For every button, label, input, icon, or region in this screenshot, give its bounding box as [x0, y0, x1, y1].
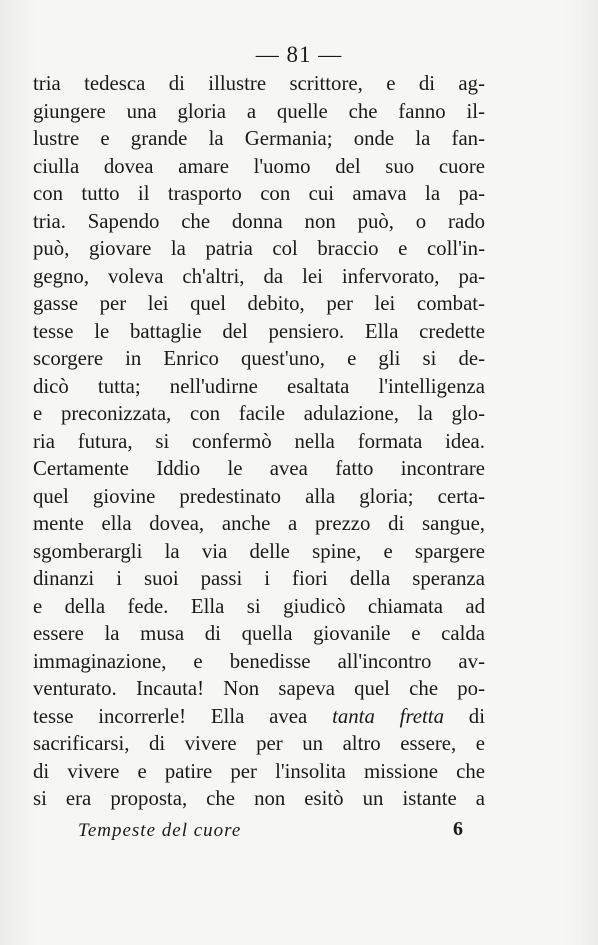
text-line: Certamente Iddio le avea fatto incontrare: [33, 457, 485, 480]
text-line: gegno, voleva ch'altri, da lei infervorato, pa-: [33, 264, 485, 288]
text-line: tesse le battaglie del pensiero. Ella credette: [33, 319, 485, 343]
text-line: dinanzi i suoi passi i fiori della speranza: [33, 567, 485, 590]
text-line: e della fede. Ella si giudicò chiamata ad: [33, 594, 485, 618]
page-number: — 81 —: [255, 42, 343, 67]
body-text: [33, 70, 485, 813]
text-line: sgomberargli la via delle spine, e spargere: [33, 539, 485, 563]
text-segment: di: [443, 704, 485, 728]
text-line: può, giovare la patria col braccio e coll'in-: [33, 237, 485, 260]
text-line: immaginazione, e benedisse all'incontro av-: [33, 649, 485, 673]
text-line: tria. Sapendo che donna non può, o rado: [33, 209, 485, 233]
text-line: e preconizzata, con facile adulazione, la glo-: [33, 402, 485, 425]
text-line: lustre e grande la Germania; onde la fan-: [33, 127, 485, 150]
text-segment: tesse incorrerle! Ella avea: [33, 704, 333, 728]
italic-phrase: tanta fretta: [332, 704, 444, 728]
text-line: tria tedesca di illustre scrittore, e di ag-: [33, 72, 485, 95]
text-line: gasse per lei quel debito, per lei combat-: [33, 292, 485, 315]
text-line: dicò tutta; nell'udirne esaltata l'intelligenza: [33, 374, 485, 398]
text-line: essere la musa di quella giovanile e calda: [33, 622, 485, 645]
text-line: mente ella dovea, anche a prezzo di sangue,: [33, 512, 485, 535]
text-line: quel giovine predestinato alla gloria; certa-: [33, 484, 485, 508]
signature-number: 6: [453, 818, 463, 840]
text-line: scorgere in Enrico quest'uno, e gli si de-: [33, 347, 485, 370]
text-line: si era proposta, che non esitò un istante a: [33, 787, 485, 810]
text-line-emphasis: [33, 703, 485, 731]
text-line: giungere una gloria a quelle che fanno il-: [33, 99, 485, 123]
text-line: con tutto il trasporto con cui amava la pa-: [33, 182, 485, 205]
text-line: di vivere e patire per l'insolita missione che: [33, 759, 485, 783]
text-line: ria futura, si confermò nella formata idea.: [33, 429, 485, 453]
signature-mark: Tempeste del cuore: [78, 820, 242, 841]
text-line: ciulla dovea amare l'uomo del suo cuore: [33, 154, 485, 178]
text-line: venturato. Incauta! Non sapeva quel che po-: [33, 677, 485, 700]
text-line: sacrificarsi, di vivere per un altro essere, e: [33, 732, 485, 755]
